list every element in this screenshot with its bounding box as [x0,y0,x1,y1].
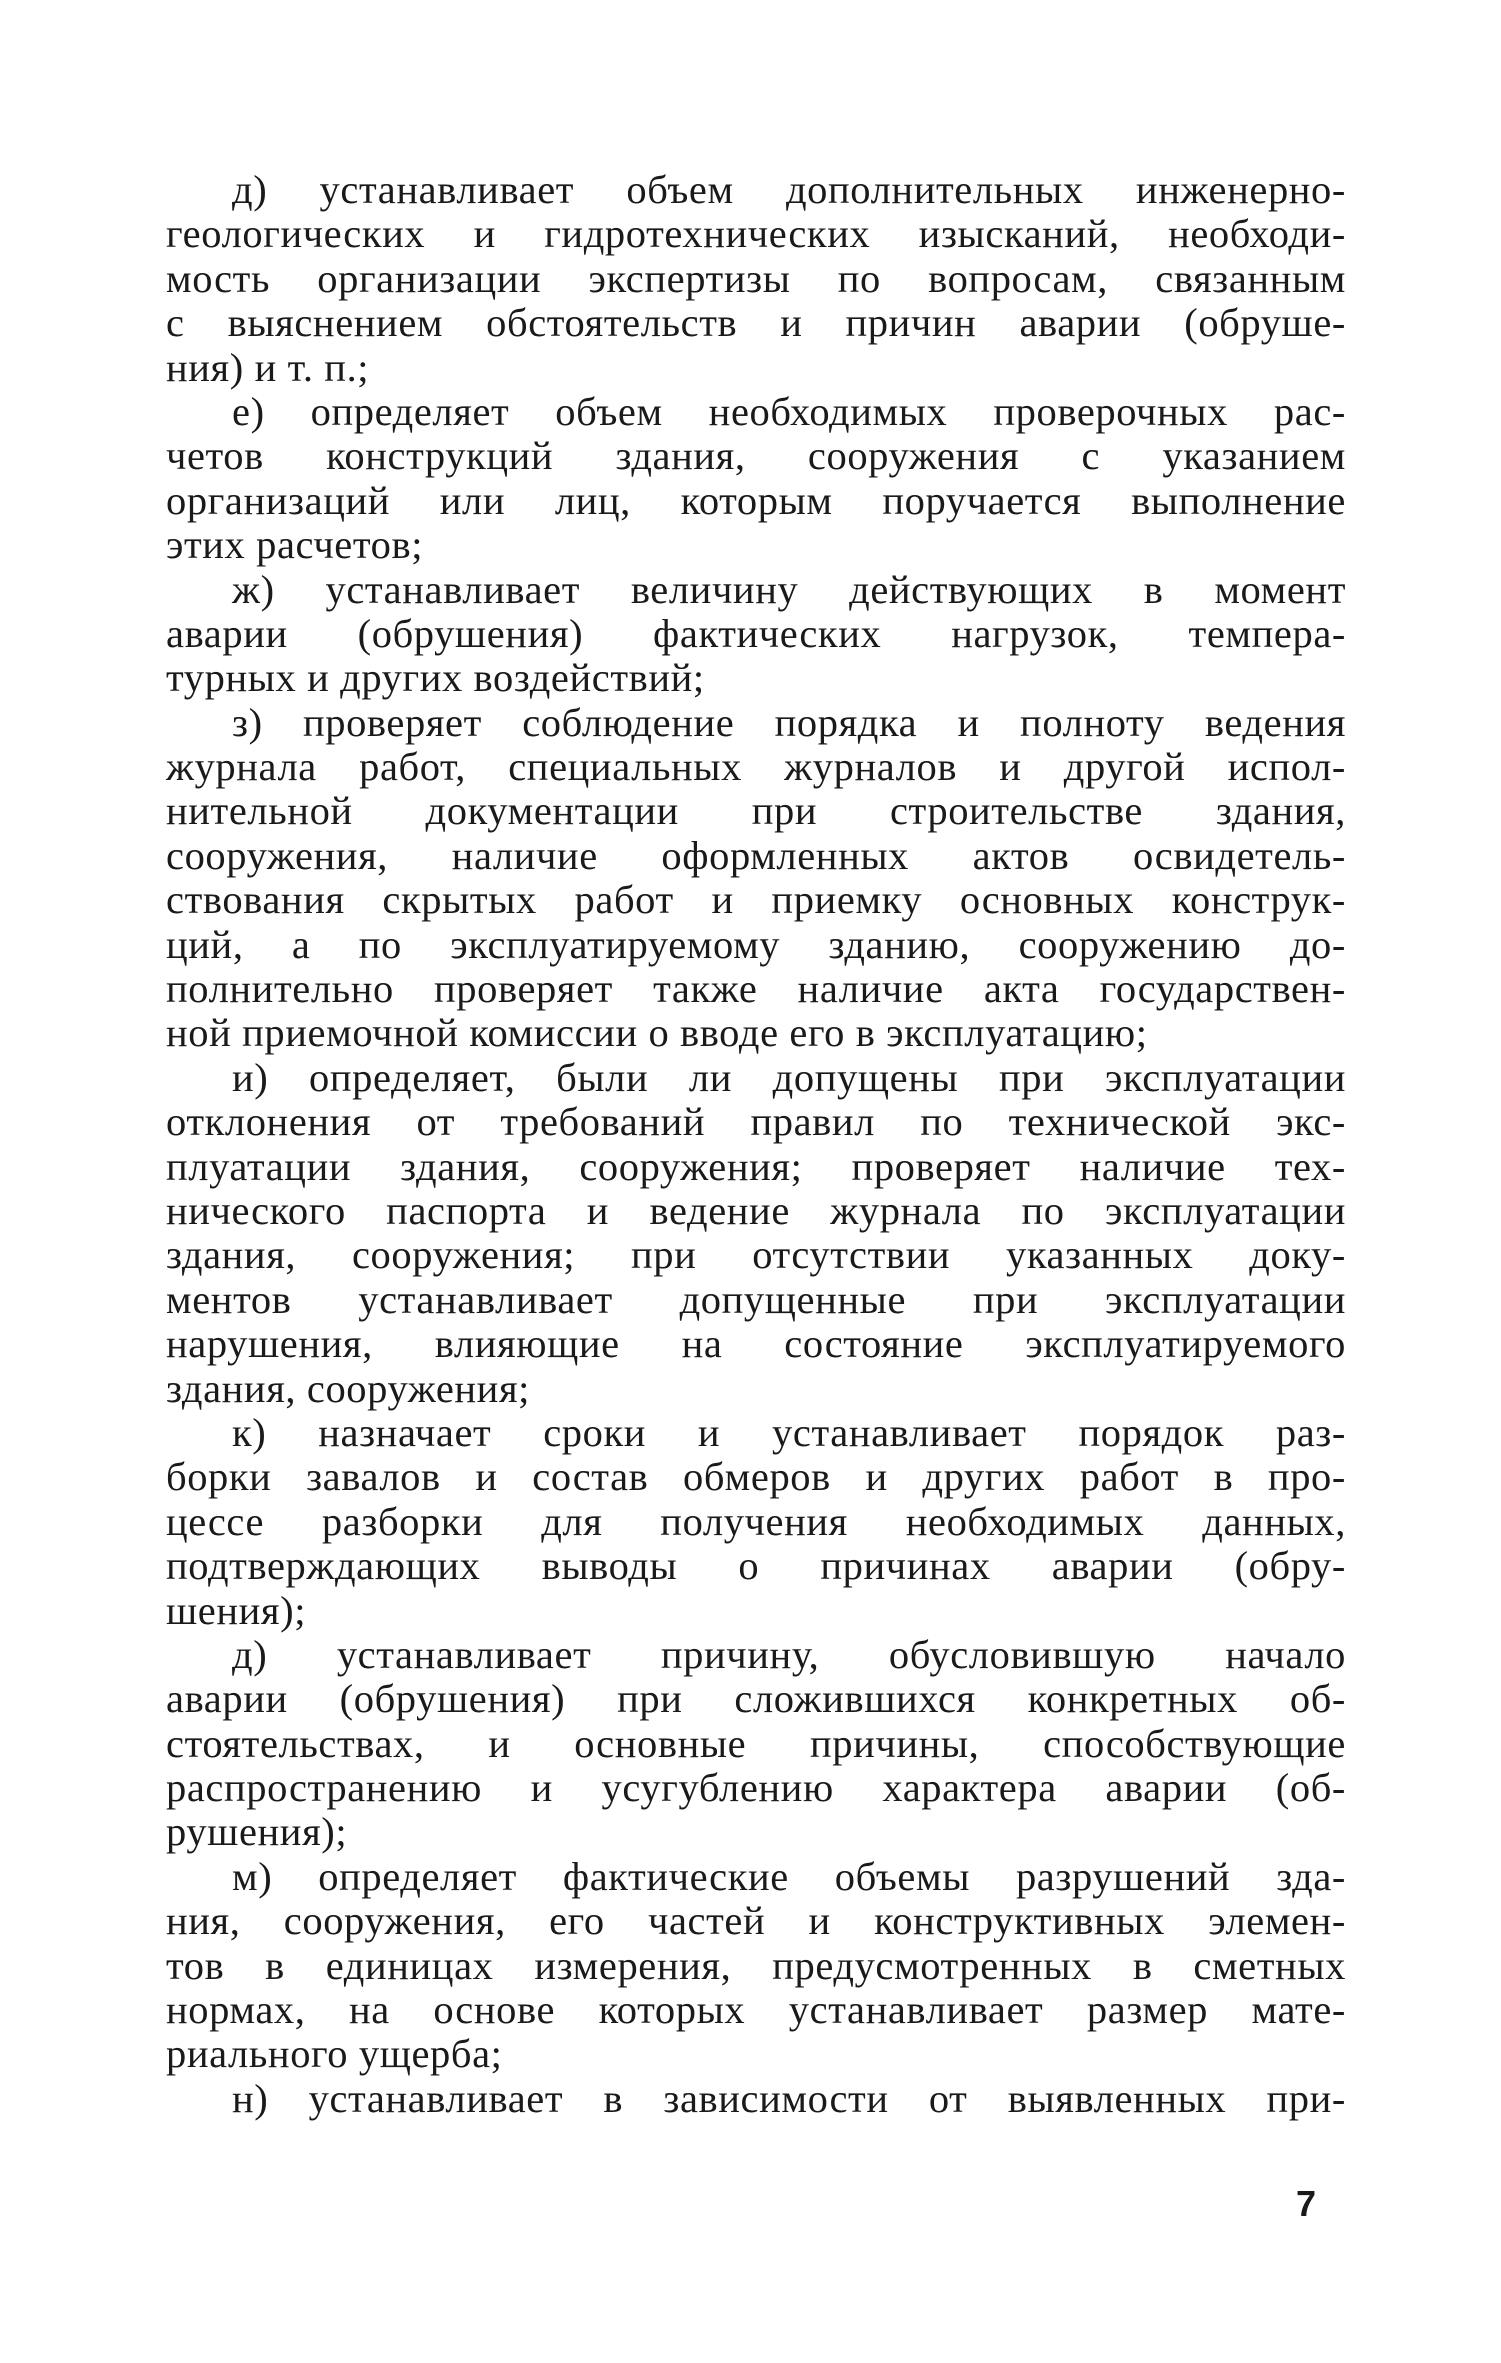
paragraph-k [166,1411,1346,1633]
text-line: и) определяет, были ли допущены при эксплуатации [232,1054,1346,1100]
text-line: распространению и усугублению характера аварии (об- [166,1765,1346,1811]
text-line: аварии (обрушения) при сложившихся конкретных об- [166,1676,1346,1722]
text-line: четов конструкций здания, сооружения с указанием [166,433,1346,479]
paragraph-d2 [166,1633,1346,1855]
text-line: с выяснением обстоятельств и причин аварии (обруше- [166,300,1346,346]
text-line: здания, сооружения; [166,1365,531,1411]
text-line: турных и других воздействий; [166,655,705,701]
text-line: аварии (обрушения) фактических нагрузок, темпера- [166,610,1346,656]
text-line: д) устанавливает причину, обусловившую начало [232,1631,1346,1677]
paragraph-d1 [166,168,1346,390]
text-line: нического паспорта и ведение журнала по эксплуатации [166,1187,1346,1233]
text-line: борки завалов и состав обмеров и других работ в про- [166,1454,1346,1500]
text-line: з) проверяет соблюдение порядка и полноту ведения [232,699,1346,745]
text-line: полнительно проверяет также наличие акта государствен- [166,966,1346,1012]
paragraph-n [166,2077,1346,2121]
page-number: 7 [1296,2183,1317,2224]
body-text [166,168,1346,2121]
paragraph-z [166,701,1346,1056]
text-line: ж) устанавливает величину действующих в момент [232,566,1346,612]
text-line: отклонения от требований правил по технической экс- [166,1099,1346,1145]
text-line: н) устанавливает в зависимости от выявленных при- [232,2075,1346,2121]
text-line: шения); [166,1587,307,1633]
text-line: геологических и гидротехнических изысканий, необходи- [166,211,1346,257]
text-line: рушения); [166,1809,348,1855]
text-line: нарушения, влияющие на состояние эксплуатируемого [166,1321,1346,1367]
text-line: журнала работ, специальных журналов и другой испол- [166,744,1346,790]
text-line: нормах, на основе которых устанавливает размер мате- [166,1987,1346,2033]
text-line: сооружения, наличие оформленных актов освидетель- [166,832,1346,878]
text-line: м) определяет фактические объемы разрушений зда- [232,1853,1346,1899]
paragraph-e [166,390,1346,568]
paragraph-m [166,1855,1346,2077]
text-line: ной приемочной комиссии о вводе его в эксплуатацию; [166,1010,1148,1056]
text-line: ствования скрытых работ и приемку основных конструк- [166,877,1346,923]
text-line: риального ущерба; [166,2031,503,2077]
text-line: ций, а по эксплуатируемому зданию, сооружению до- [166,921,1346,967]
text-line: ния, сооружения, его частей и конструктивных элемен- [166,1898,1346,1944]
text-line: нительной документации при строительстве здания, [166,788,1346,834]
text-line: плуатации здания, сооружения; проверяет наличие тех- [166,1143,1346,1189]
text-line: тов в единицах измерения, предусмотренных в сметных [166,1942,1346,1988]
text-line: е) определяет объем необходимых проверочных рас- [232,388,1346,434]
text-line: цессе разборки для получения необходимых данных, [166,1498,1346,1544]
text-line: этих расчетов; [166,522,424,568]
text-line: организаций или лиц, которым поручается выполнение [166,477,1346,523]
text-line: к) назначает сроки и устанавливает порядок раз- [232,1409,1346,1455]
text-line: д) устанавливает объем дополнительных инженерно- [232,167,1346,212]
text-line: ментов устанавливает допущенные при эксплуатации [166,1276,1346,1322]
text-line: мость организации экспертизы по вопросам, связанным [166,255,1346,301]
text-line: здания, сооружения; при отсутствии указанных доку- [166,1232,1346,1278]
paragraph-zh [166,568,1346,701]
text-line: подтверждающих выводы о причинах аварии (обру- [166,1543,1346,1589]
paragraph-i [166,1056,1346,1411]
text-line: ния) и т. п.; [166,344,370,390]
text-line: стоятельствах, и основные причины, способствующие [166,1720,1346,1766]
